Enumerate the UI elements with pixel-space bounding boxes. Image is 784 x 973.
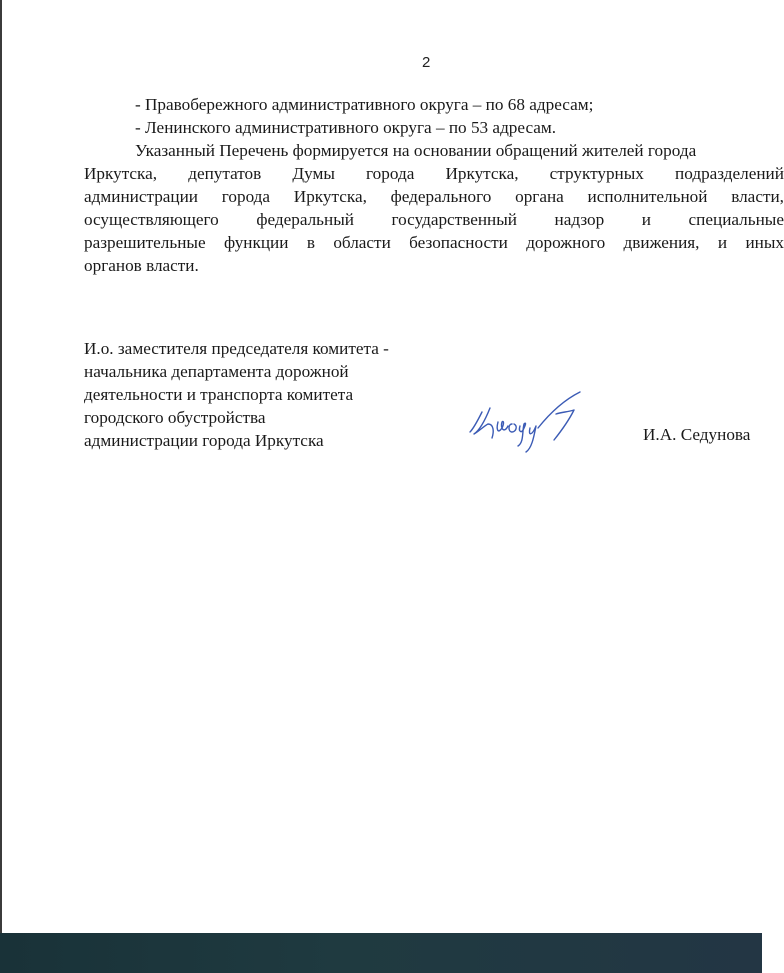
signer-position (84, 337, 389, 452)
signer-name: И.А. Седунова (643, 425, 751, 444)
word: Иркутска, (84, 164, 158, 183)
paragraph-line-6: органов власти. (84, 256, 199, 275)
document-page (2, 0, 784, 933)
handwritten-signature (464, 388, 604, 460)
signer-position-line: И.о. заместителя председателя комитета - (84, 339, 389, 358)
word: органа (515, 187, 564, 206)
list-item-pravoberezhny: - Правобережного административного округа – по 68 адресам; (135, 95, 594, 114)
document-body (84, 93, 784, 277)
word: федерального (390, 187, 492, 206)
word: государственный (391, 210, 517, 229)
word: федеральный (256, 210, 354, 229)
word: осуществляющего (84, 210, 219, 229)
signer-position-line: администрации города Иркутска (84, 431, 324, 450)
viewer-footer-bar (0, 933, 762, 973)
paragraph-line-1: Указанный Перечень формируется на основании обращений жителей города (135, 141, 697, 160)
word: подразделений (675, 164, 784, 183)
word: в (306, 233, 315, 252)
paragraph-line-4 (84, 208, 784, 231)
word: специальные (688, 210, 784, 229)
word: области (333, 233, 391, 252)
paragraph-line-3 (84, 185, 784, 208)
word: власти, (731, 187, 784, 206)
word: администрации (84, 187, 199, 206)
signer-position-line: деятельности и транспорта комитета (84, 385, 354, 404)
signer-position-line: начальника департамента дорожной (84, 362, 349, 381)
word: разрешительные (84, 233, 206, 252)
word: структурных (549, 164, 644, 183)
signature-strokes (470, 392, 580, 452)
word: депутатов (188, 164, 262, 183)
word: дорожного (526, 233, 606, 252)
word: функции (223, 233, 289, 252)
word: надзор (554, 210, 605, 229)
word: исполнительной (587, 187, 708, 206)
word: Иркутска, (293, 187, 367, 206)
paragraph-line-2 (84, 162, 784, 185)
word: Иркутска, (445, 164, 519, 183)
word: и (641, 210, 651, 229)
paragraph-line-5 (84, 231, 784, 254)
word: и (717, 233, 728, 252)
word: города (221, 187, 271, 206)
list-item-leninsky: - Ленинского административного округа – по 53 адресам. (135, 118, 557, 137)
word: Думы (292, 164, 335, 183)
word: безопасности (409, 233, 508, 252)
signer-position-line: городского обустройства (84, 408, 266, 427)
page-number: 2 (422, 54, 431, 71)
word: города (366, 164, 415, 183)
word: движения, (623, 233, 700, 252)
word: иных (745, 233, 784, 252)
